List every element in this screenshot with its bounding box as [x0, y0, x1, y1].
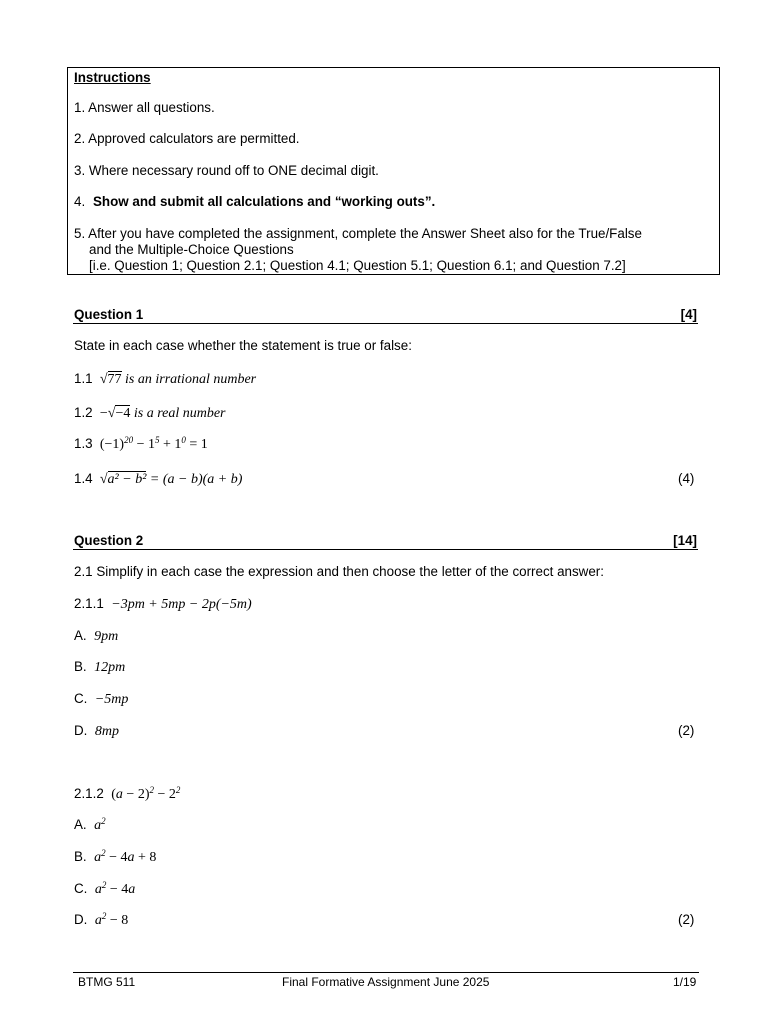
question-1-header — [73, 307, 698, 324]
footer-divider — [73, 972, 699, 973]
instruction-item: 1. Answer all questions. — [74, 100, 215, 115]
instruction-item: 5. After you have completed the assignment, complete the Answer Sheet also for the True/False — [74, 226, 642, 241]
option-a: A. 9pm — [74, 628, 119, 644]
option-b: B. 12pm — [74, 659, 126, 675]
instruction-item: 4. — [74, 194, 86, 209]
q1-item-1-4: 1.4 √a² − b² = (a − b)(a + b) — [74, 471, 243, 487]
instruction-item: 3. Where necessary round off to ONE decimal digit. — [74, 163, 379, 178]
marks-label: (4) — [678, 471, 695, 486]
question-marks: [4] — [680, 307, 697, 322]
q2-1-2-expression: 2.1.2 $(a - 2)^2 - 2^2$ — [74, 785, 181, 802]
question-prompt: 2.1 Simplify in each case the expression and then choose the letter of the correct answer: — [74, 564, 604, 579]
option-a: A. $a^2$ — [74, 816, 106, 833]
question-title: Question 1 — [74, 307, 144, 322]
question-title: Question 2 — [74, 533, 144, 548]
option-c: C. −5mp — [74, 691, 129, 707]
question-marks: [14] — [673, 533, 697, 548]
marks-label: (2) — [678, 723, 695, 738]
footer-page: 1/19 — [673, 975, 697, 989]
option-d: D. $a^2 - 8$ — [74, 911, 129, 928]
instruction-item-bold: Show and submit all calculations and “working outs”. — [93, 194, 436, 209]
instruction-item: 2. Approved calculators are permitted. — [74, 131, 300, 146]
instruction-item-cont: [i.e. Question 1; Question 2.1; Question 4.1; Question 5.1; Question 6.1; and Question 7.2] — [89, 258, 626, 273]
q2-1-1-expression: 2.1.1 −3pm + 5mp − 2p(−5m) — [74, 596, 252, 612]
question-2-header — [73, 533, 698, 550]
option-b: B. $a^2 - 4a + 8$ — [74, 848, 157, 865]
marks-label: (2) — [678, 912, 695, 927]
option-d: D. 8mp — [74, 723, 119, 739]
q1-item-1-2: 1.2 −√−4 is a real number — [74, 405, 226, 421]
question-prompt: State in each case whether the statement is true or false: — [74, 338, 412, 353]
footer-title: Final Formative Assignment June 2025 — [282, 975, 490, 989]
footer-course: BTMG 511 — [78, 975, 136, 989]
instruction-item-cont: and the Multiple-Choice Questions — [89, 242, 294, 257]
option-c: C. $a^2 - 4a$ — [74, 880, 136, 897]
q1-item-1-1: 1.1 √77 is an irrational number — [74, 371, 257, 387]
instructions-heading: Instructions — [74, 70, 151, 85]
q1-item-1-3: 1.3 $(-1)^{20} - 1^5 + 1^0 = 1$ — [74, 435, 208, 452]
